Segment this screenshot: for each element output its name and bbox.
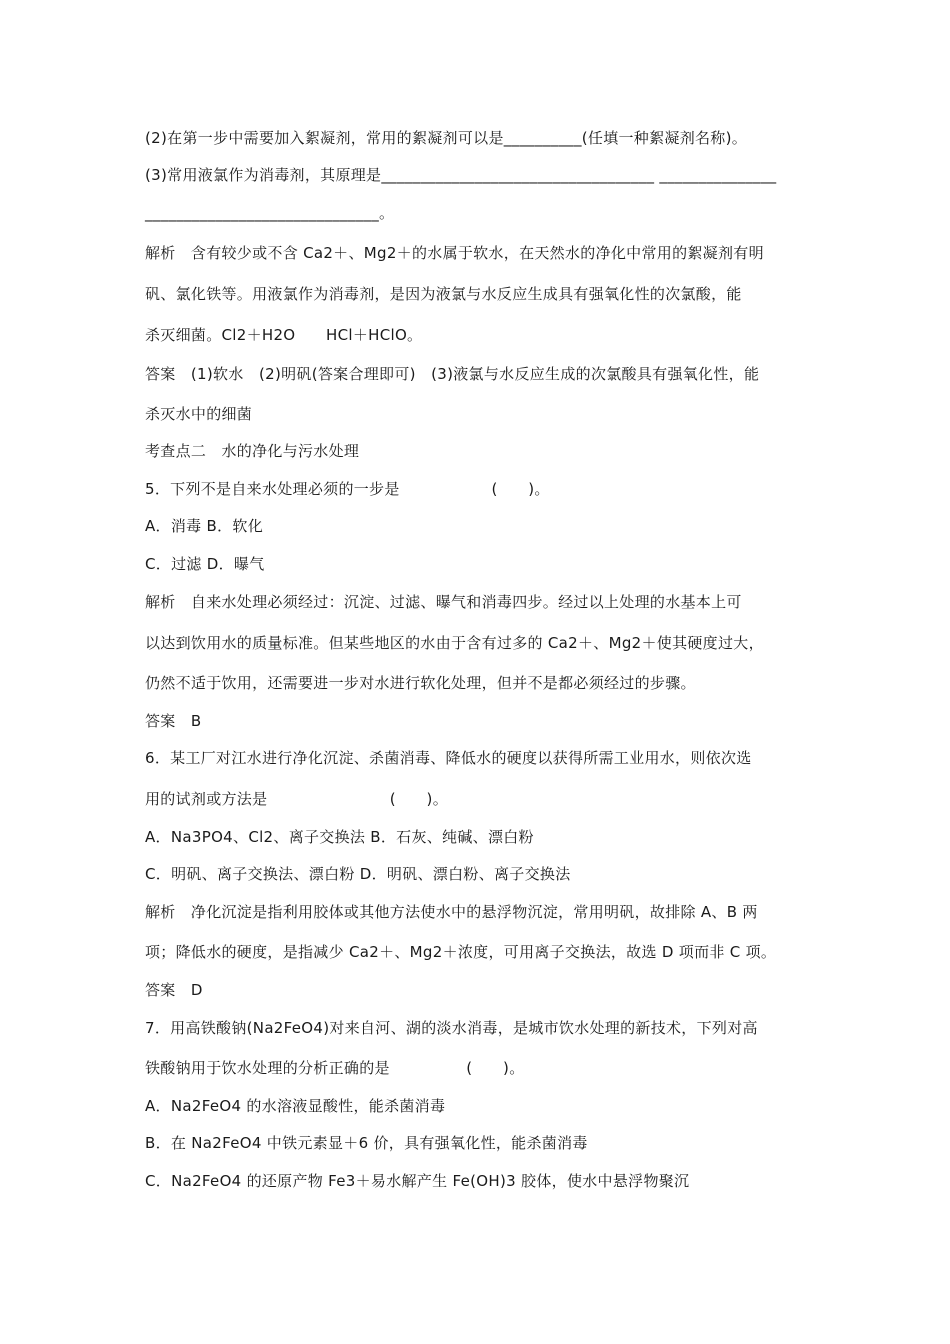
question-5-stem: 5．下列不是自来水处理必须的一步是 ( )。 [145, 480, 550, 498]
answer-5: 答案 B [145, 712, 202, 730]
question-7-option-c: C．Na2FeO4 的还原产物 Fe3＋易水解产生 Fe(OH)3 胶体，使水中悬浮物聚沉 [145, 1172, 690, 1190]
question-6-options-ab: A．Na3PO4、Cl2、离子交换法 B．石灰、纯碱、漂白粉 [145, 828, 534, 846]
question-6-stem-line-2: 用的试剂或方法是 ( )。 [145, 790, 449, 808]
question-4-part-3-continued: ______________________________。 [145, 204, 395, 222]
question-7-option-b: B．在 Na2FeO4 中铁元素显＋6 价，具有强氧化性，能杀菌消毒 [145, 1134, 588, 1152]
question-4-part-3: (3)常用液氯作为消毒剂，其原理是___________________________________ _______________ [145, 166, 777, 184]
question-4-part-2: (2)在第一步中需要加入絮凝剂，常用的絮凝剂可以是__________(任填一种絮凝剂名称)。 [145, 129, 748, 147]
analysis-5-line-3: 仍然不适于饮用，还需要进一步对水进行软化处理，但并不是都必须经过的步骤。 [145, 674, 696, 692]
analysis-4-line-3: 杀灭细菌。Cl2＋H2O HCl＋HClO。 [145, 326, 423, 344]
section-heading: 考查点二 水的净化与污水处理 [145, 442, 360, 460]
question-6-stem-line-1: 6．某工厂对江水进行净化沉淀、杀菌消毒、降低水的硬度以获得所需工业用水，则依次选 [145, 749, 752, 767]
answer-4-line-1: 答案 (1)软水 (2)明矾(答案合理即可) (3)液氯与水反应生成的次氯酸具有强氧化性，能 [145, 365, 760, 383]
question-6-options-cd: C．明矾、离子交换法、漂白粉 D．明矾、漂白粉、离子交换法 [145, 865, 571, 883]
question-7-option-a: A．Na2FeO4 的水溶液显酸性，能杀菌消毒 [145, 1097, 446, 1115]
analysis-6-line-2: 项；降低水的硬度，是指减少 Ca2＋、Mg2＋浓度，可用离子交换法，故选 D 项而非 C 项。 [145, 943, 777, 961]
question-7-stem-line-1: 7．用高铁酸钠(Na2FeO4)对来自河、湖的淡水消毒，是城市饮水处理的新技术，下列对高 [145, 1019, 758, 1037]
question-5-options-cd: C．过滤 D．曝气 [145, 555, 265, 573]
question-7-stem-line-2: 铁酸钠用于饮水处理的分析正确的是 ( )。 [145, 1059, 525, 1077]
analysis-4-line-2: 矾、氯化铁等。用液氯作为消毒剂，是因为液氯与水反应生成具有强氧化性的次氯酸，能 [145, 285, 742, 303]
analysis-5-line-1: 解析 自来水处理必须经过：沉淀、过滤、曝气和消毒四步。经过以上处理的水基本上可 [145, 593, 742, 611]
analysis-5-line-2: 以达到饮用水的质量标准。但某些地区的水由于含有过多的 Ca2＋、Mg2＋使其硬度过大， [145, 634, 764, 652]
analysis-6-line-1: 解析 净化沉淀是指利用胶体或其他方法使水中的悬浮物沉淀，常用明矾，故排除 A、B 两 [145, 903, 758, 921]
question-5-options-ab: A．消毒 B．软化 [145, 517, 264, 535]
answer-6: 答案 D [145, 981, 203, 999]
analysis-4-line-1: 解析 含有较少或不含 Ca2＋、Mg2＋的水属于软水，在天然水的净化中常用的絮凝剂有明 [145, 244, 764, 262]
answer-4-line-2: 杀灭水中的细菌 [145, 405, 253, 423]
